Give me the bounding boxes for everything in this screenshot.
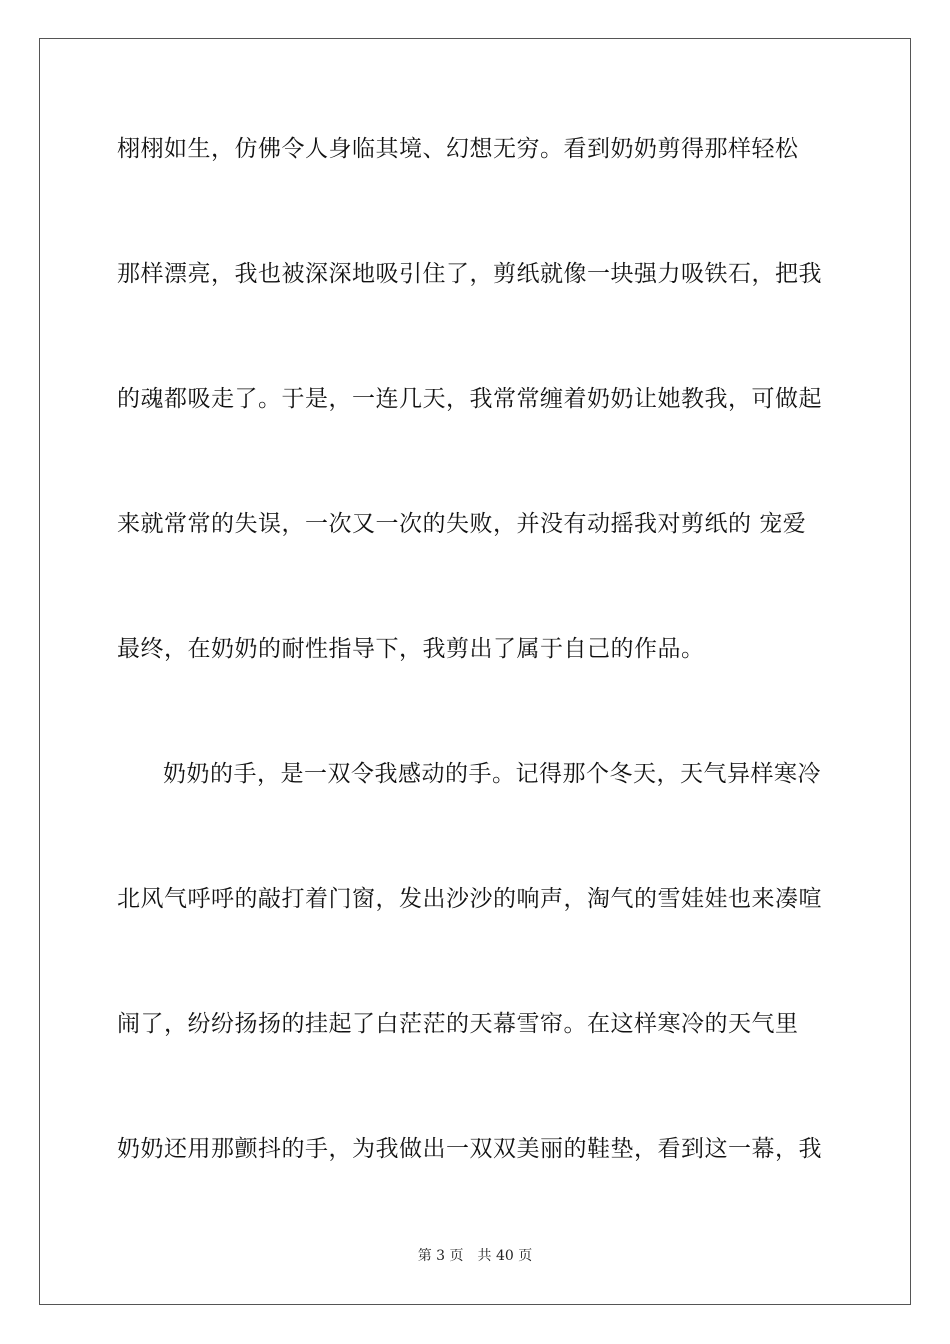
text-line-1: 栩栩如生，仿佛令人身临其境、幻想无穷。看到奶奶剪得那样轻松	[117, 136, 799, 162]
page-number: 第 3 页	[417, 1248, 464, 1264]
text-line-6-paragraph-start: 奶奶的手，是一双令我感动的手。记得那个冬天，天气异样寒冷	[163, 761, 821, 787]
text-line-9: 奶奶还用那颤抖的手，为我做出一双双美丽的鞋垫，看到这一幕，我	[117, 1136, 822, 1162]
text-line-7: 北风气呼呼的敲打着门窗，发出沙沙的响声，淘气的雪娃娃也来凑喧	[117, 886, 822, 912]
text-line-5: 最终，在奶奶的耐性指导下，我剪出了属于自己的作品。	[117, 636, 705, 662]
page-footer	[0, 1247, 950, 1265]
text-line-4: 来就常常的失误，一次又一次的失败，并没有动摇我对剪纸的 宠爱	[117, 511, 807, 537]
text-line-3: 的魂都吸走了。于是，一连几天，我常常缠着奶奶让她教我，可做起	[117, 386, 822, 412]
text-line-8: 闹了，纷纷扬扬的挂起了白茫茫的天幕雪帘。在这样寒冷的天气里	[117, 1011, 799, 1037]
text-line-2: 那样漂亮，我也被深深地吸引住了，剪纸就像一块强力吸铁石，把我	[117, 261, 822, 287]
page-total: 共 40 页	[477, 1248, 533, 1264]
page-border	[39, 38, 911, 1305]
